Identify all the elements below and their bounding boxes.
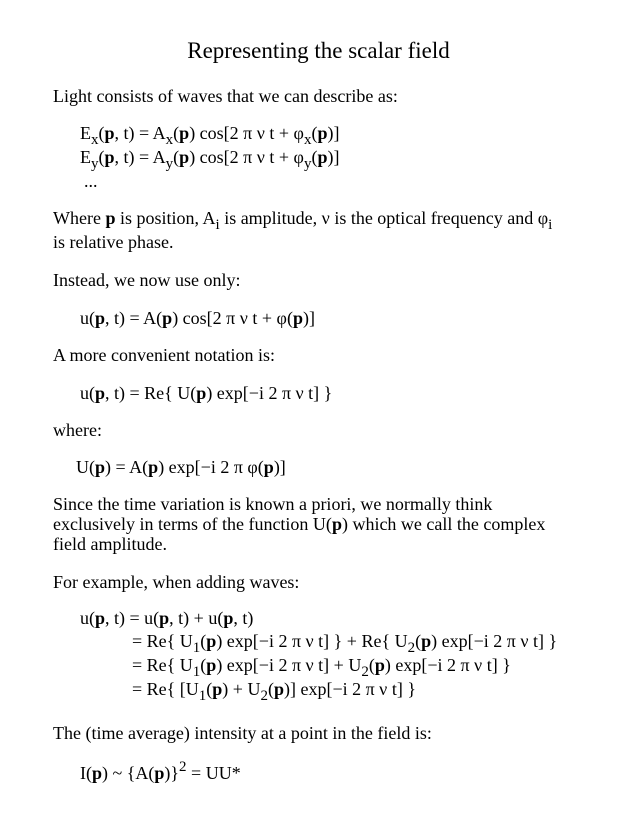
bold-symbol: p bbox=[95, 457, 106, 477]
bold-symbol: p bbox=[159, 608, 170, 628]
bold-symbol: p bbox=[162, 308, 173, 328]
paragraph-line: field amplitude. bbox=[53, 534, 167, 554]
subscript: 1 bbox=[192, 664, 201, 680]
bold-symbol: p bbox=[95, 383, 106, 403]
bold-symbol: p bbox=[104, 123, 115, 143]
equation-line: U(p) = A(p) exp[−i 2 π φ(p)] bbox=[76, 457, 286, 477]
equation-line: u(p, t) = Re{ U(p) exp[−i 2 π ν t] } bbox=[80, 383, 333, 403]
paragraph-line: where: bbox=[53, 420, 102, 440]
equation-line: = Re{ $U_1(p)$ exp[−i 2 π ν $t] + U_2(p)$ exp[−i 2 π ν t] } bbox=[132, 655, 511, 680]
equation-line: u(p, t) = u(p, t) + u(p, t) bbox=[80, 608, 254, 628]
subscript: x bbox=[303, 132, 312, 148]
equation-line: $E_y(p$, $t) = A_y(p)$ cos[2 π ν $t + \varphi_y(p)$] bbox=[80, 147, 340, 172]
bold-symbol: p bbox=[95, 308, 106, 328]
subscript: 2 bbox=[407, 640, 416, 656]
bold-symbol: p bbox=[179, 123, 190, 143]
subscript: y bbox=[91, 156, 99, 172]
subscript: i bbox=[548, 217, 553, 233]
equation-line: I(p) ~ $\{A(p)\}^2 = UU*$ bbox=[80, 759, 241, 783]
subscript: 1 bbox=[198, 688, 207, 704]
bold-symbol: p bbox=[317, 147, 328, 167]
subscript: i bbox=[215, 217, 220, 233]
subscript: 1 bbox=[192, 640, 201, 656]
page-title: Representing the scalar field bbox=[187, 38, 450, 63]
bold-symbol: p bbox=[196, 383, 207, 403]
subscript: 2 bbox=[260, 688, 268, 704]
bold-symbol: p bbox=[105, 208, 116, 228]
bold-symbol: p bbox=[374, 655, 385, 675]
subscript: y bbox=[303, 156, 312, 172]
subscript: x bbox=[91, 132, 99, 148]
equation-line: = Re{ $U_1(p)$ exp[−i 2 π ν t] } + Re{ $U_2(p)$ exp[−i 2 π ν t] } bbox=[132, 631, 558, 656]
subscript: x bbox=[165, 132, 174, 148]
subscript: 2 bbox=[361, 664, 369, 680]
bold-symbol: p bbox=[263, 457, 274, 477]
equation-line: u(p, t) = A(p) cos[2 π ν t + φ(p)] bbox=[80, 308, 315, 328]
equation-line: = Re{ $[U_1(p) + U_2(p)]$ exp[−i 2 π ν t] } bbox=[132, 679, 416, 704]
bold-symbol: p bbox=[95, 608, 106, 628]
bold-symbol: p bbox=[421, 631, 432, 651]
paragraph-line: Instead, we now use only: bbox=[53, 270, 241, 290]
bold-symbol: p bbox=[148, 457, 159, 477]
equation-line: ... bbox=[84, 171, 98, 191]
bold-symbol: p bbox=[331, 514, 342, 534]
bold-symbol: p bbox=[92, 763, 103, 783]
bold-symbol: p bbox=[179, 147, 190, 167]
bold-symbol: p bbox=[206, 631, 217, 651]
paragraph-line: The (time average) intensity at a point in the field is: bbox=[53, 723, 432, 743]
bold-symbol: p bbox=[292, 308, 303, 328]
paragraph-line: exclusively in terms of the function U(p) which we call the complex bbox=[53, 514, 546, 534]
paragraph-line: Light consists of waves that we can describe as: bbox=[53, 86, 398, 106]
bold-symbol: p bbox=[206, 655, 217, 675]
paragraph-line: is relative phase. bbox=[53, 232, 174, 252]
bold-symbol: p bbox=[154, 763, 165, 783]
equation-line: $E_x(p$, $t) = A_x(p)$ cos[2 π ν $t + \varphi_x(p)$] bbox=[80, 123, 340, 148]
paragraph-line: A more convenient notation is: bbox=[53, 345, 275, 365]
bold-symbol: p bbox=[223, 608, 234, 628]
bold-symbol: p bbox=[212, 679, 223, 699]
bold-symbol: p bbox=[317, 123, 328, 143]
superscript: 2 bbox=[179, 759, 187, 775]
paragraph-line: Since the time variation is known a priori, we normally think bbox=[53, 494, 493, 514]
bold-symbol: p bbox=[273, 679, 284, 699]
subscript: y bbox=[165, 156, 174, 172]
paragraph-line: Where p is position, $A_i$ is amplitude, ν is the optical frequency and $\varphi_i$ bbox=[53, 208, 553, 233]
paragraph-line: For example, when adding waves: bbox=[53, 572, 300, 592]
bold-symbol: p bbox=[104, 147, 115, 167]
